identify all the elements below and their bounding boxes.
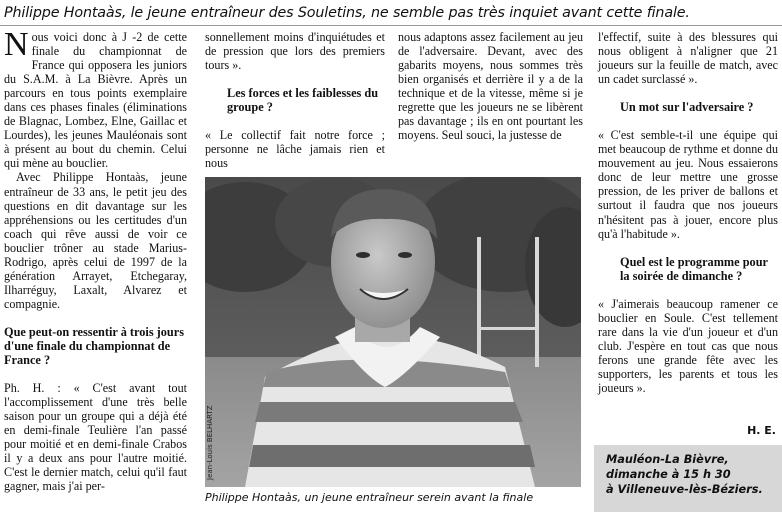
answer-paragraph: « J'aimerais beaucoup ramener ce bouclier en Soule. C'est tellement rare dans la vie d'un joueur et d'un club. J'espère en tout cas que nous ferons une grande fête avec les supporters, les parents et tous les joueurs ». (598, 296, 778, 395)
match-info-line: à Villeneuve-lès-Béziers. (606, 483, 763, 496)
intro-text: ous voici donc à J -2 de cette finale du championnat de France qui opposera les juniors du S.A.M. à La Bièvre. Après un parcours en tous points exemplaire dans ces phases finales (éliminations de Blagnac, Lombez, Elne, Gaillac et Lourdes), les jeunes Mauléonais sont à présent au bout du chemin. Celui qui mène au bouclier. (4, 30, 187, 171)
article-column-3 (398, 30, 583, 142)
question-heading: Quel est le programme pour la soirée de dimanche ? (620, 254, 768, 283)
article-column-2 (205, 30, 385, 170)
answer-paragraph: « C'est semble-t-il une équipe qui met beaucoup de rythme et donne du mouvement au jeu. Nous essaierons donc de leur mettre une grosse pression, de les priver de ballons et surtout il faudra que nos joueurs n'hésitent pas à jouer, encore plus qu'à l'habitude ». (598, 128, 778, 241)
match-info-line: dimanche à 15 h 30 (606, 468, 731, 481)
answer-paragraph: « Le collectif fait notre force ; personne ne lâche jamais rien et nous (205, 128, 385, 171)
article-headline: Philippe Hontaàs, le jeune entraîneur des Souletins, ne semble pas très inquiet avant cette finale. (4, 5, 690, 21)
coach-photo (205, 177, 581, 487)
photo-credit: Jean-Louis BELHARTZ (206, 405, 214, 480)
coach-portrait-image (205, 177, 581, 487)
photo-caption: Philippe Hontaàs, un jeune entraîneur serein avant la finale (205, 491, 534, 504)
drop-cap: N (4, 26, 29, 63)
article-column-1 (4, 26, 187, 494)
paragraph: Avec Philippe Hontaàs, jeune entraîneur de 33 ans, le petit jeu des questions en dit davantage sur les appréhensions ou les certitudes d'un coach qui rêve aussi de voir ce bouclier trôner au stade Marius-Rodrigo, après celui de 1997 de la génération Arrayet, Etchegaray, Ilharréguy, Laxalt, Alvarez et compagnie. (4, 170, 187, 311)
match-info-box (594, 445, 782, 512)
paragraph: sonnellement moins d'inquiétudes et de pression que lors des premiers tours ». (205, 30, 385, 73)
question-heading: Que peut-on ressentir à trois jours d'une finale du championnat de France ? (4, 324, 185, 368)
intro-paragraph (4, 26, 187, 171)
question-heading: Un mot sur l'adversaire ? (620, 100, 754, 115)
answer-paragraph: Ph. H. : « C'est avant tout l'accomplissement d'une très belle saison pour un groupe qui a déjà été en demi-finale Teulière l'an passé pour moitié et en demi-finale Crabos il y a deux ans pour l'autre moitié. C'est le dernier match, celui qu'il faut gagner, mais j'ai per- (4, 381, 187, 494)
paragraph: nous adaptons assez facilement au jeu de l'adversaire. Devant, avec des gabarits moyens, nous sommes très bien organisés et derrière il y a de la technique et de la vitesse, même si je regrette que les joueurs ne se libèrent pas davantage ; ils en ont pourtant les moyens. Seul souci, la justesse de (398, 30, 583, 143)
article-column-4 (598, 30, 778, 395)
match-info-line: Mauléon-La Bièvre, (606, 453, 729, 466)
author-signature: H. E. (747, 424, 776, 437)
headline-rule (0, 25, 782, 26)
paragraph: l'effectif, suite à des blessures qui nous obligent à n'aligner que 21 joueurs sur la feuille de match, avec un cadet surclassé ». (598, 30, 778, 87)
match-info-text (606, 452, 776, 497)
question-heading: Les forces et les faiblesses du groupe ? (227, 86, 379, 115)
